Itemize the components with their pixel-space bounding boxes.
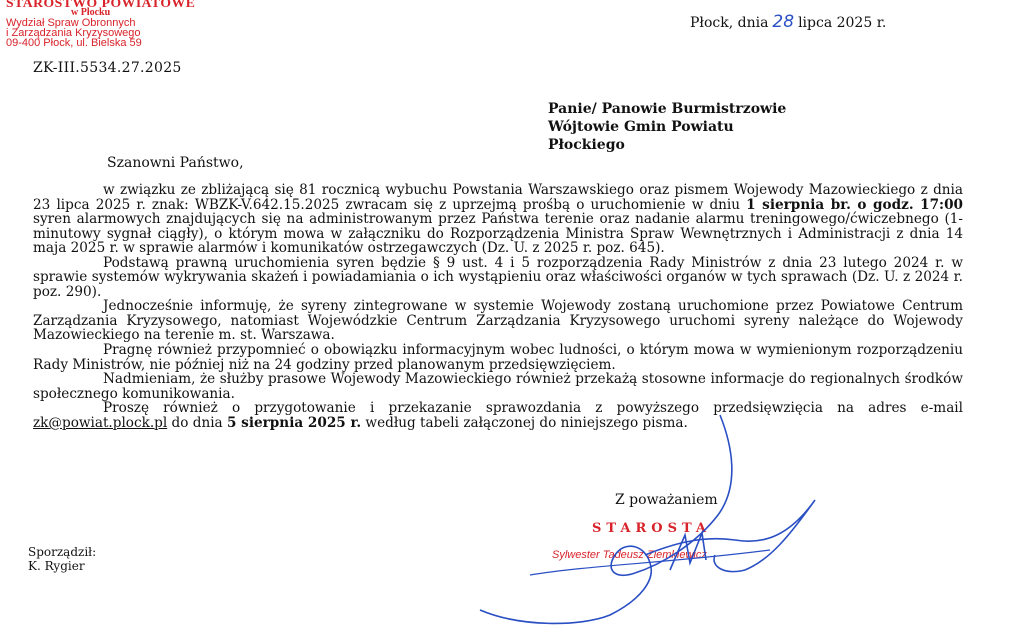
addressee-line-1: Panie/ Panowie Burmistrzowie [548,101,787,117]
signature-title-stamp: STAROSTA [592,521,712,536]
closing-phrase: Z poważaniem [615,492,718,508]
stamp-office-name: STAROSTWO POWIATOWE [6,0,196,10]
prepared-by-name: K. Rygier [28,559,85,573]
paragraph-1-text-b: syren alarmowych znajdujących się na administrowanym przez Państwa terenie oraz nadanie alarmu treningowego/ćwiczebnego (1-minutowy sygnał ciągły), o którym mowa w załączniku do Rozporządzenia Ministra Spraw Wewnętrznych i Administracji z dnia 14 maja 2025 r. w sprawie alarmów i komunikatów ostrzegawczych (Dz. U. z 2025 r. poz. 645). [33,211,963,257]
letter-date [690,12,886,32]
paragraph-6-text-c: według tabeli załączonej do niniejszego pisma. [361,414,688,431]
addressee-block [548,100,786,154]
paragraph-2: Podstawą prawną uruchomienia syren będzie § 9 ust. 4 i 5 rozporządzenia Rady Ministrów z dnia 23 lutego 2024 r. w sprawie systemów wykrywania skażeń i powiadamiania o ich wystąpieniu oraz właściwości organów w tych sprawach (Dz. U. z 2024 r. poz. 290). [33,254,963,300]
paragraph-1-date-time: 1 sierpnia br. o godz. 17:00 [746,196,963,213]
stamp-city: w Płocku [71,7,111,18]
signature-name-stamp: Sylwester Tadeusz Ziemkiewicz [552,549,707,561]
addressee-line-3: Płockiego [548,137,625,153]
paragraph-1-text-a: w związku ze zbliżającą się 81 rocznicą wybuchu Powstania Warszawskiego oraz pismem Wojewody Mazowieckiego z dnia 23 lipca 2025 r. znak: WBZK-V.642.15.2025 zwracam się z uprzejmą prośbą o uruchomienie w dniu [33,182,963,213]
date-day-handwritten: 28 [772,12,795,32]
stamp-department-2: i Zarządzania Kryzysowego [6,27,141,39]
handwritten-signature [470,395,830,635]
stamp-department: Wydział Spraw Obronnych [6,17,136,29]
paragraph-1 [33,183,963,256]
salutation: Szanowni Państwo, [107,155,244,171]
stamp-address: 09-400 Płock, ul. Bielska 59 [6,37,142,49]
office-stamp [6,0,196,49]
paragraph-4: Pragnę również przypomnieć o obowiązku informacyjnym wobec ludności, o którym mowa w wymienionym rozporządzeniu Rady Ministrów, nie później niż na 24 godziny przed planowanym przedsięwzięciem. [33,342,963,373]
email-link[interactable]: zk@powiat.plock.pl [33,414,168,431]
paragraph-6-text-b: do dnia [167,414,227,431]
addressee-line-2: Wójtowie Gmin Powiatu [548,119,734,135]
paragraph-5: Nadmieniam, że służby prasowe Wojewody Mazowieckiego również przekażą stosowne informacje do regionalnych środków społecznego komunikowania. [33,371,963,402]
paragraph-3: Jednocześnie informuję, że syreny zintegrowane w systemie Wojewody zostaną uruchomione przez Powiatowe Centrum Zarządzania Kryzysowego, natomiast Wojewódzkie Centrum Zarządzania Kryzysowego uruchomi syreny należące do Wojewody Mazowieckiego na terenie m. st. Warszawa. [33,298,963,344]
paragraph-6-text-a: Proszę również o przygotowanie i przekazanie sprawozdania z powyższego przedsięwzięcia na adres e-mail [103,400,963,417]
date-prefix: Płock, dnia [690,15,769,31]
letter-body [33,183,963,430]
prepared-by [28,545,96,573]
paragraph-6-deadline: 5 sierpnia 2025 r. [226,414,362,431]
date-suffix: lipca 2025 r. [798,15,887,31]
prepared-by-label: Sporządził: [28,545,97,559]
reference-number: ZK-III.5534.27.2025 [33,60,182,76]
